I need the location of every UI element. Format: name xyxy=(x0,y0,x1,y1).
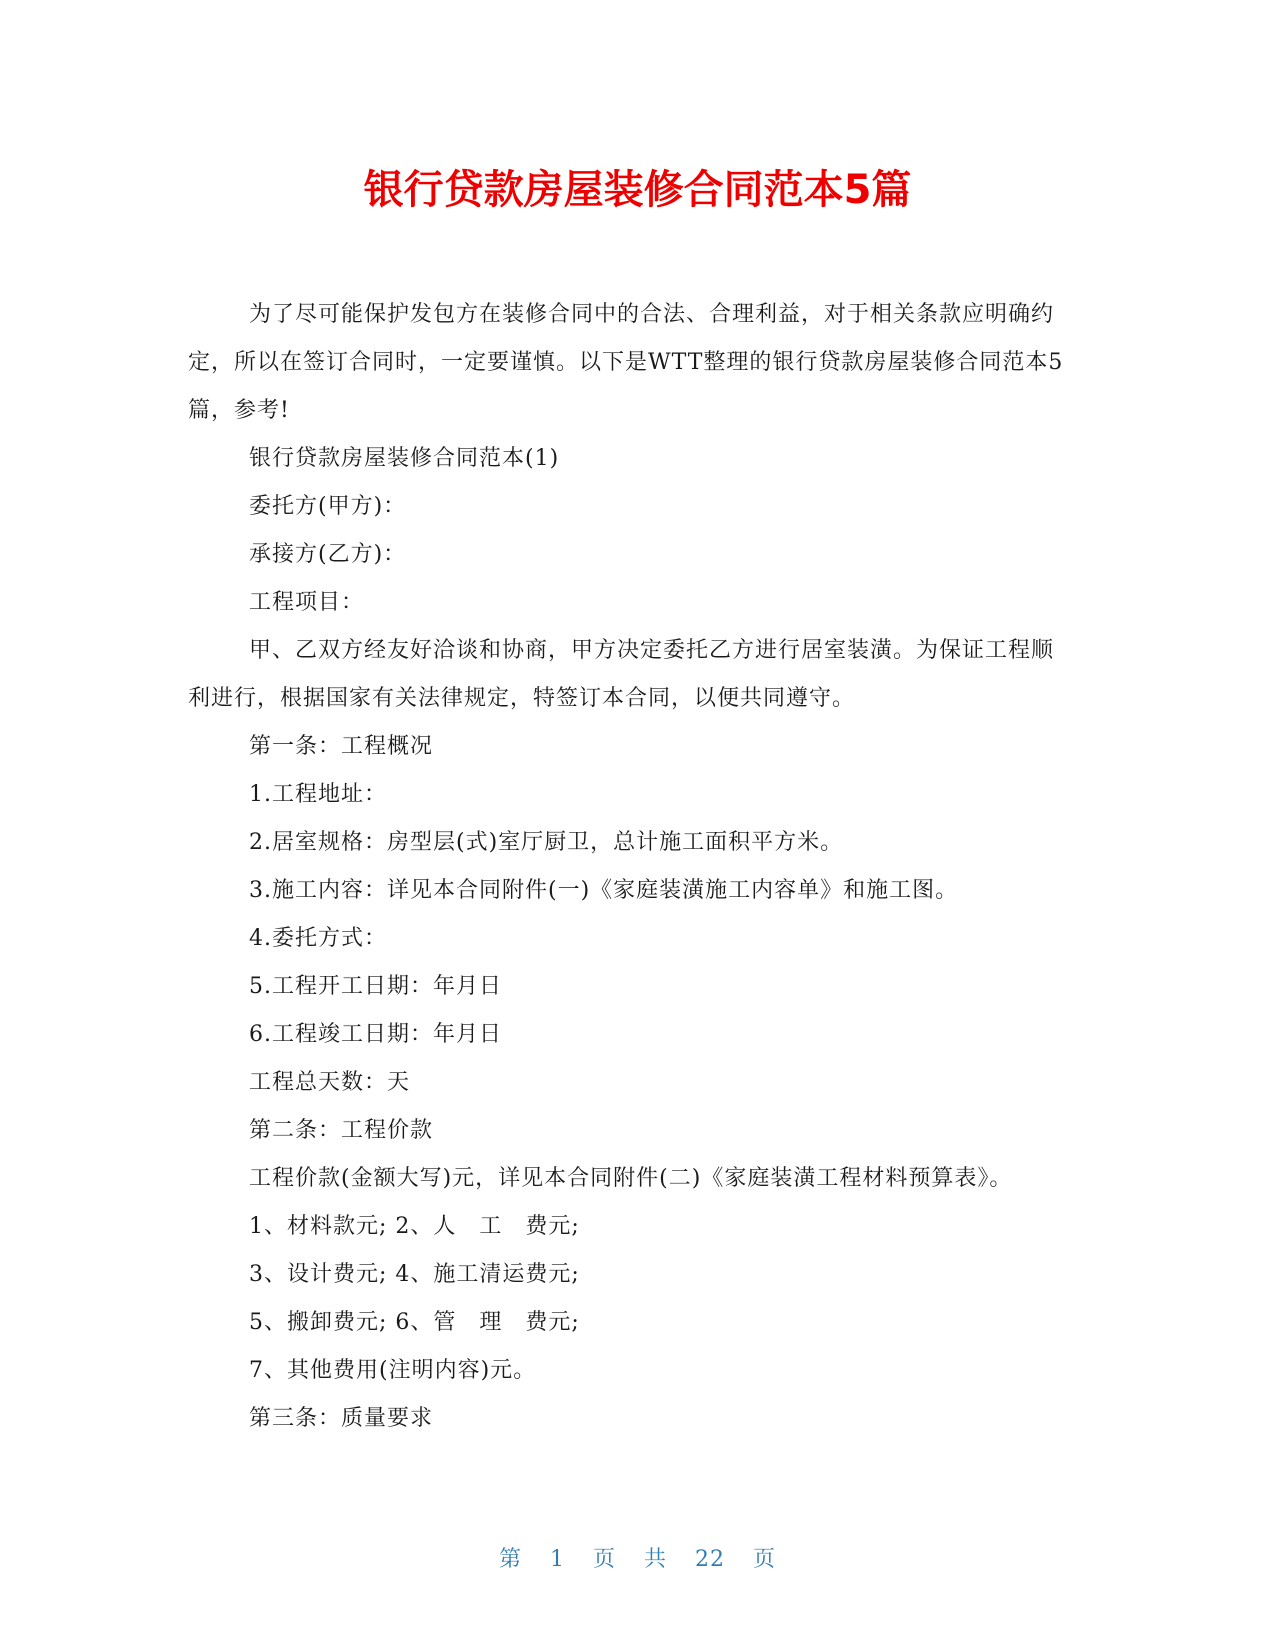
footer-total-word: 共 xyxy=(644,1547,668,1572)
intro-paragraph: 为了尽可能保护发包方在装修合同中的合法、合理利益，对于相关条款应明确约定，所以在签订合同时，一定要谨慎。以下是WTT整理的银行贷款房屋装修合同范本5篇，参考! xyxy=(188,302,1064,423)
clause-item: 1.工程地址： xyxy=(249,782,387,807)
fee-item: 3、设计费元; 4、施工清运费元; xyxy=(249,1262,580,1287)
footer-prefix: 第 xyxy=(498,1547,522,1572)
clause-item: 2.居室规格：房型层(式)室厅厨卫，总计施工面积平方米。 xyxy=(249,830,844,855)
fee-item: 1、材料款元; 2、人 工 费元; xyxy=(249,1214,580,1239)
clause-item: 5.工程开工日期：年月日 xyxy=(249,974,502,999)
footer-suffix: 页 xyxy=(753,1547,777,1572)
project-line: 工程项目： xyxy=(249,590,365,615)
clause-item: 工程总天数：天 xyxy=(249,1070,411,1095)
fee-item: 5、搬卸费元; 6、管 理 费元; xyxy=(249,1310,580,1335)
fee-item: 7、其他费用(注明内容)元。 xyxy=(249,1358,537,1383)
preamble-paragraph: 甲、乙双方经友好洽谈和协商，甲方决定委托乙方进行居室装潢。为保证工程顺利进行，根据国家有关法律规定，特签订本合同，以便共同遵守。 xyxy=(188,638,1055,711)
article-three-heading: 第三条：质量要求 xyxy=(249,1406,434,1431)
party-a-line: 委托方(甲方)： xyxy=(249,494,407,519)
document-title: 银行贷款房屋装修合同范本5篇 xyxy=(363,167,912,213)
total-pages-number: 22 xyxy=(695,1547,726,1572)
article-two-heading: 第二条：工程价款 xyxy=(249,1118,434,1143)
document-body xyxy=(188,291,1076,1443)
contract-heading: 银行贷款房屋装修合同范本(1) xyxy=(249,446,560,471)
footer-page-word: 页 xyxy=(592,1547,616,1572)
current-page-number: 1 xyxy=(549,1547,565,1572)
price-paragraph: 工程价款(金额大写)元，详见本合同附件(二)《家庭装潢工程材料预算表》。 xyxy=(249,1166,1013,1191)
article-one-heading: 第一条：工程概况 xyxy=(249,734,434,759)
clause-item: 6.工程竣工日期：年月日 xyxy=(249,1022,502,1047)
party-b-line: 承接方(乙方)： xyxy=(249,542,407,567)
page-footer xyxy=(0,1545,1275,1575)
clause-item: 4.委托方式： xyxy=(249,926,387,951)
clause-item: 3.施工内容：详见本合同附件(一)《家庭装潢施工内容单》和施工图。 xyxy=(249,878,959,903)
